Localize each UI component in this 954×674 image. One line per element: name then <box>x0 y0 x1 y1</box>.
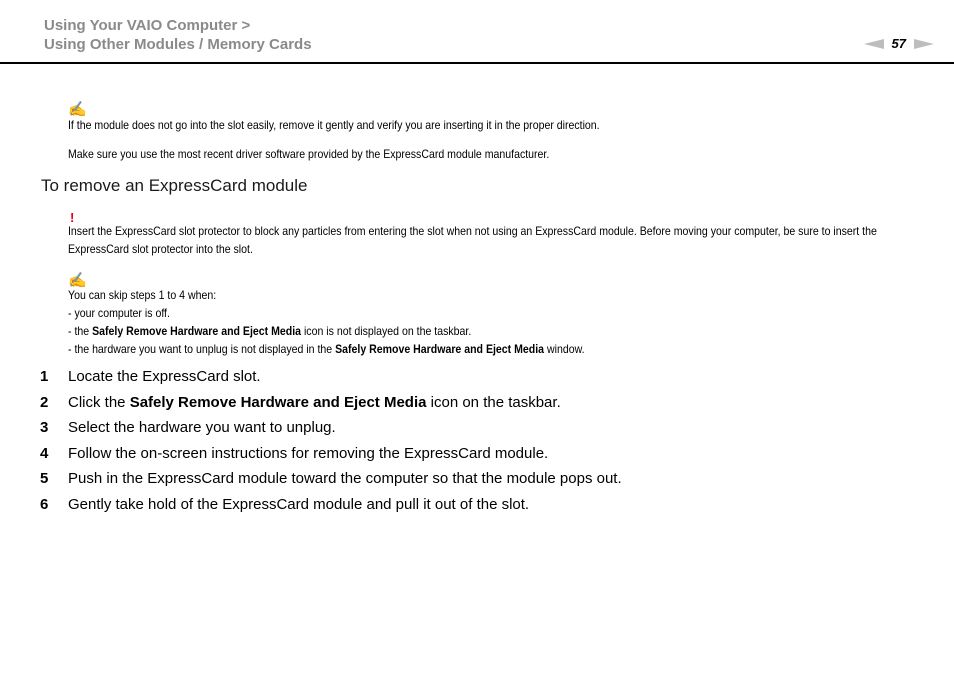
page-number: 57 <box>891 36 906 51</box>
note2-line-3-bold: Safely Remove Hardware and Eject Media <box>92 324 302 338</box>
section-heading: To remove an ExpressCard module <box>41 176 308 195</box>
breadcrumb-line-1: Using Your VAIO Computer > <box>44 17 251 34</box>
note2-line-4-pre: - the hardware you want to unplug is not displayed in the <box>68 342 336 356</box>
step-number: 6 <box>40 495 49 513</box>
note2-line-1: You can skip steps 1 to 4 when: <box>68 288 217 302</box>
step-item <box>40 390 622 416</box>
step-text-post: icon on the taskbar. <box>426 393 561 411</box>
step-item <box>40 492 622 518</box>
note2-line-4-bold: Safely Remove Hardware and Eject Media <box>335 342 545 356</box>
note2-line-3-pre: - the <box>68 324 93 338</box>
note2-line-2: - your computer is off. <box>68 306 170 320</box>
step-text-pre: Click the <box>68 393 130 411</box>
next-page-arrow-icon[interactable] <box>914 39 934 49</box>
step-number: 4 <box>40 444 49 462</box>
step-number: 1 <box>40 368 49 386</box>
note2-line-3 <box>68 322 471 340</box>
breadcrumb-line-2: Using Other Modules / Memory Cards <box>44 36 312 53</box>
step-item <box>40 466 622 492</box>
step-number: 5 <box>40 470 49 488</box>
step-item <box>40 364 622 390</box>
step-text: Locate the ExpressCard slot. <box>68 368 261 386</box>
step-text: Select the hardware you want to unplug. <box>68 419 336 437</box>
breadcrumb <box>44 16 312 54</box>
step-item <box>40 441 622 467</box>
step-item <box>40 415 622 441</box>
page-navigation <box>864 36 934 51</box>
step-number: 3 <box>40 419 49 437</box>
step-text: Follow the on-screen instructions for removing the ExpressCard module. <box>68 444 549 462</box>
note-text-1: If the module does not go into the slot easily, remove it gently and verify you are inserting it in the proper direction. <box>68 118 600 132</box>
step-text: Gently take hold of the ExpressCard module and pull it out of the slot. <box>68 495 530 513</box>
warning-icon: ! <box>70 210 75 225</box>
pen-note-icon: ✍ <box>68 272 87 289</box>
steps-list <box>40 364 622 517</box>
note2-line-4-post: window. <box>544 342 585 356</box>
step-number: 2 <box>40 393 49 411</box>
step-text <box>68 394 561 411</box>
previous-page-arrow-icon[interactable] <box>864 39 884 49</box>
note-text-2: Make sure you use the most recent driver software provided by the ExpressCard module manufacturer. <box>68 147 550 161</box>
note2-line-3-post: icon is not displayed on the taskbar. <box>301 324 472 338</box>
warning-text: Insert the ExpressCard slot protector to block any particles from entering the slot when not using an ExpressCard module. Before moving your computer, be sure to insert the ExpressCard slot protector into the slot. <box>68 224 877 256</box>
step-text: Push in the ExpressCard module toward the computer so that the module pops out. <box>68 470 622 488</box>
header-divider <box>0 62 954 64</box>
note2-line-4 <box>68 340 585 358</box>
pen-note-icon: ✍ <box>68 101 87 118</box>
step-text-bold: Safely Remove Hardware and Eject Media <box>129 393 427 411</box>
